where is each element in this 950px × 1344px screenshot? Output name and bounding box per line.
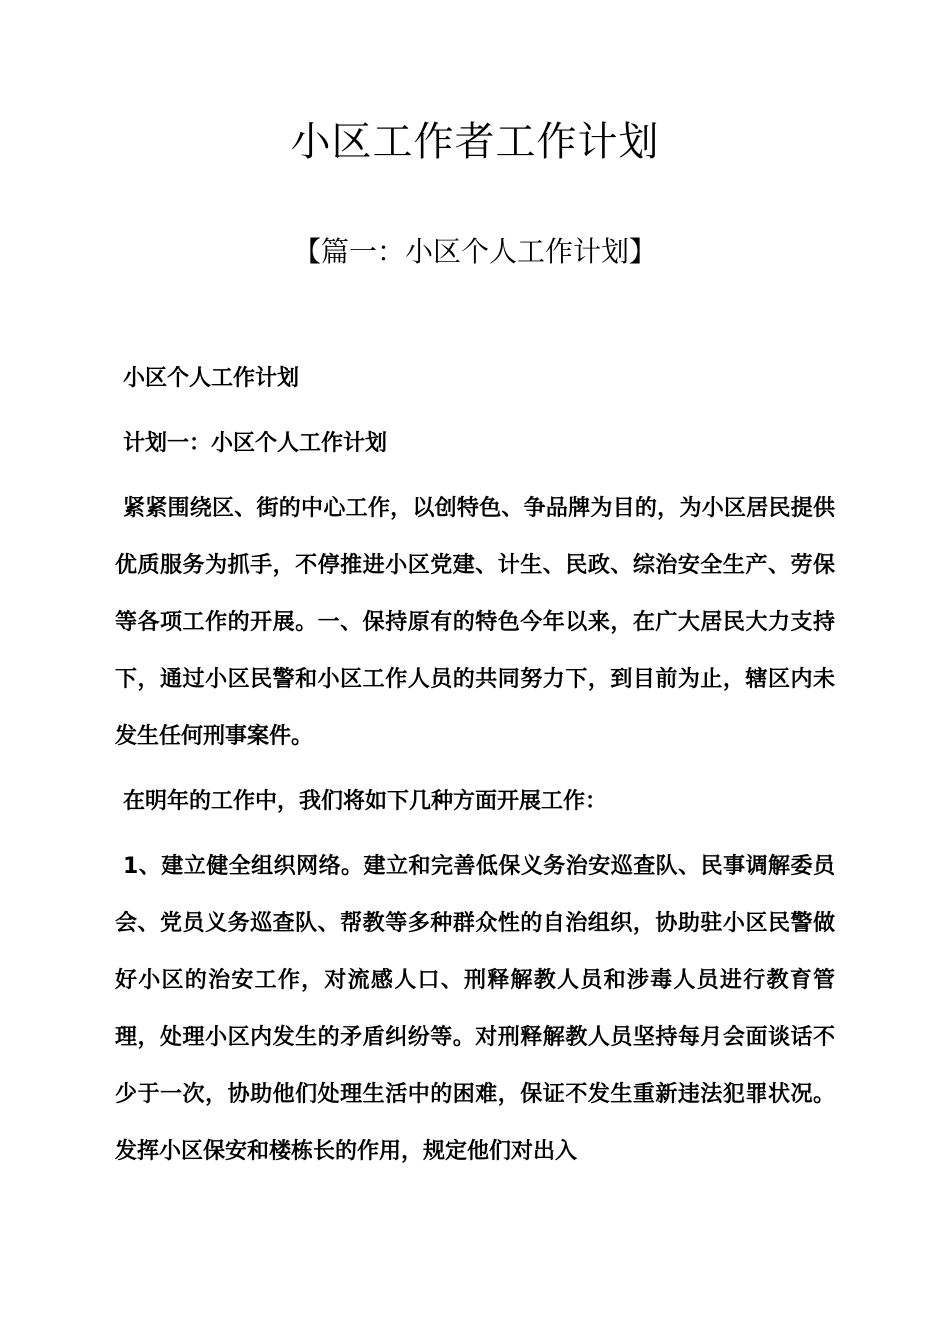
paragraph-item-1: 1、建立健全组织网络。建立和完善低保义务治安巡查队、民事调解委员会、党员义务巡查队、帮教等多种群众性的自治组织，协助驻小区民警做好小区的治安工作，对流感人口、刑释解教人员和涉毒人员进行教育管理，处理小区内发生的矛盾纠纷等。对刑释解教人员坚持每月会面谈话不少于一次，协助他们处理生活中的困难，保证不发生重新违法犯罪状况。发挥小区保安和楼栋长的作用，规定他们对出入 xyxy=(115,854,835,1164)
document-body xyxy=(115,350,835,1188)
section-heading: 小区个人工作计划 xyxy=(123,366,300,391)
paragraph-intro: 紧紧围绕区、街的中心工作，以创特色、争品牌为目的，为小区居民提供优质服务为抓手，不停推进小区党建、计生、民政、综治安全生产、劳保等各项工作的开展。一、保持原有的特色今年以来，在广大居民大力支持下，通过小区民警和小区工作人员的共同努力下，到目前为止，辖区内未发生任何刑事案件。 xyxy=(115,496,835,749)
plan-heading: 计划一：小区个人工作计划 xyxy=(123,431,388,456)
document-title: 小区工作者工作计划 xyxy=(290,119,660,165)
document-subtitle: 【篇一：小区个人工作计划】 xyxy=(292,235,657,268)
paragraph-plan-lead: 在明年的工作中，我们将如下几种方面开展工作： xyxy=(123,789,608,814)
